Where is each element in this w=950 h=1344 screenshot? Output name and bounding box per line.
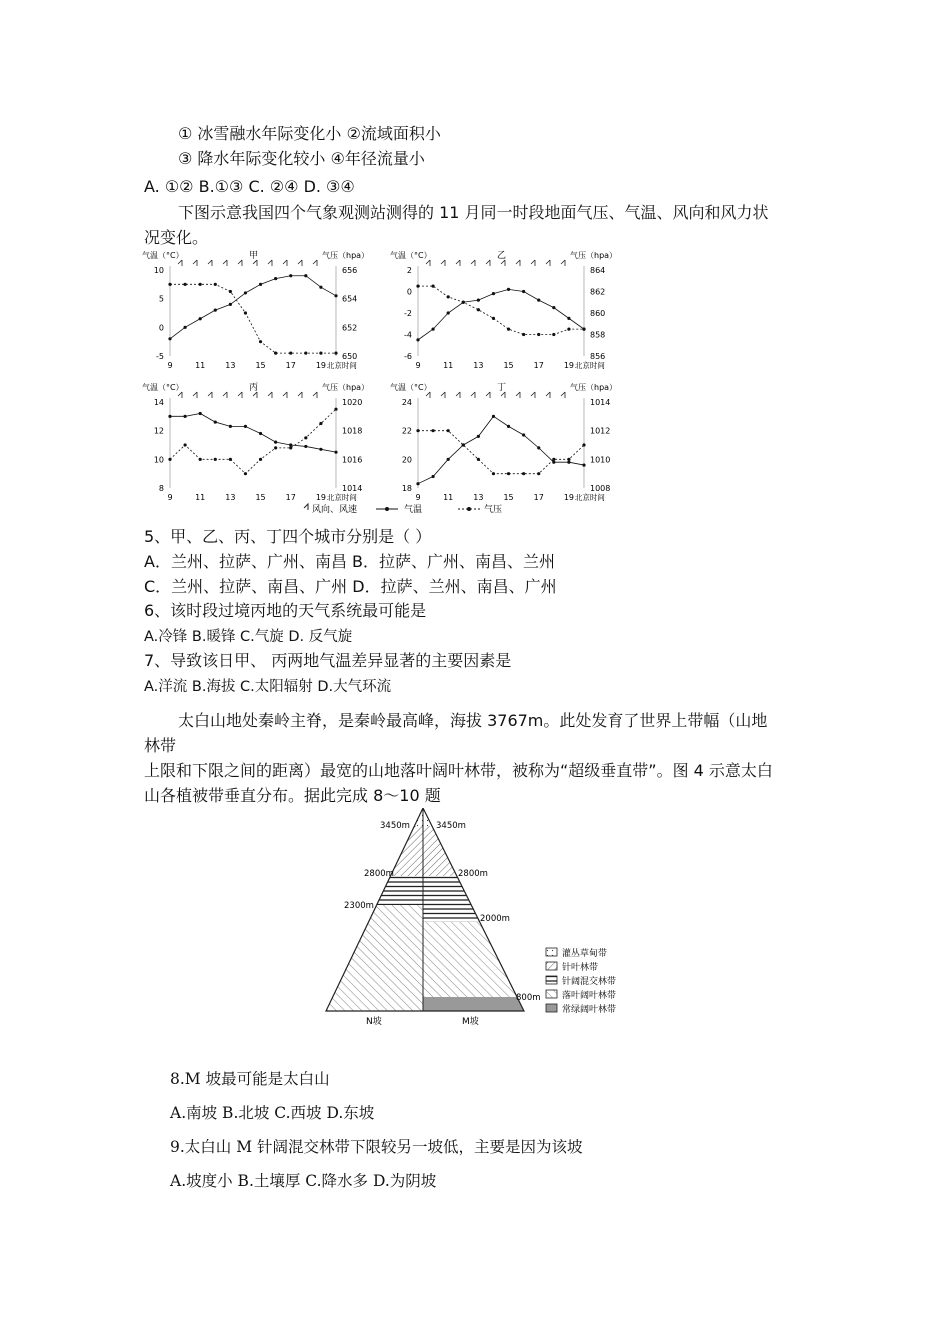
legend-deciduous: 落叶阔叶林带 (562, 991, 617, 1001)
pressure-point (537, 333, 540, 336)
right-tick-label: 1012 (590, 426, 611, 436)
wind-barb-icon (546, 260, 550, 266)
x-unit-label: 北京时间 (326, 493, 357, 502)
pressure-point (304, 352, 307, 355)
temperature-point (431, 328, 434, 331)
weather-chart-3 (142, 382, 369, 502)
q7-options: A.洋流 B.海拔 C.太阳辐射 D.大气环流 (144, 679, 392, 695)
x-tick-label: 19 (315, 361, 327, 370)
pressure-line (170, 284, 336, 353)
x-tick-label: 9 (415, 361, 421, 370)
q8-options: A.南坡 B.北坡 C.西坡 D.东坡 (170, 1104, 375, 1122)
legend-conifer: 针叶林带 (562, 963, 599, 973)
temperature-point (199, 317, 202, 320)
temperature-point (582, 463, 585, 466)
x-unit-label: 北京时间 (574, 361, 605, 370)
x-tick-label: 17 (533, 493, 544, 502)
x-tick-label: 11 (443, 493, 454, 502)
legend-pressure-dot (467, 507, 471, 511)
weather-chart-2 (390, 250, 617, 370)
legend-temp-label: 气温 (404, 505, 423, 515)
pressure-point (214, 458, 217, 461)
label-n-2300: 2300m (344, 901, 374, 911)
pressure-point (431, 429, 434, 432)
pressure-point (447, 295, 450, 298)
wind-barb-icon (313, 260, 317, 266)
label-n-slope: N坡 (366, 1017, 382, 1027)
x-tick-label: 13 (473, 361, 484, 370)
pressure-point (229, 290, 232, 293)
right-tick-label: 650 (342, 352, 358, 361)
wind-barb-icon (516, 260, 520, 266)
temperature-line (418, 289, 584, 340)
q6-options: A.冷锋 B.暖锋 C.气旋 D. 反气旋 (144, 629, 353, 645)
x-tick-label: 17 (533, 361, 544, 370)
pressure-point (477, 308, 480, 311)
wind-barb-icon (193, 260, 197, 266)
left-tick-label: -6 (404, 352, 412, 361)
x-tick-label: 11 (443, 361, 454, 370)
temperature-point (244, 291, 247, 294)
pressure-point (214, 283, 217, 286)
pressure-point (183, 283, 186, 286)
wind-barb-icon (531, 260, 535, 266)
answer-choices: A. ①② B.①③ C. ②④ D. ③④ (144, 177, 355, 196)
legend-evergreen: 常绿阔叶林带 (562, 1005, 617, 1015)
temperature-point (289, 443, 292, 446)
pressure-point (416, 285, 419, 288)
temperature-point (416, 482, 419, 485)
x-tick-label: 11 (195, 361, 206, 370)
wind-barb-icon (208, 260, 212, 266)
pressure-point (507, 472, 510, 475)
weather-chart-4 (390, 382, 617, 502)
left-tick-label: 8 (158, 484, 164, 493)
x-tick-label: 11 (195, 493, 206, 502)
temperature-point (447, 311, 450, 314)
wind-barb-icon (561, 392, 565, 398)
left-axis-label: 气温（°C） (390, 251, 432, 260)
wind-barb-icon (561, 260, 565, 266)
temperature-point (229, 303, 232, 306)
pressure-point (552, 333, 555, 336)
wind-barb-icon (208, 392, 212, 398)
wind-barb-icon (441, 392, 445, 398)
x-tick-label: 19 (563, 493, 575, 502)
x-tick-label: 19 (315, 493, 327, 502)
wind-barb-icon (471, 392, 475, 398)
temperature-line (170, 276, 336, 339)
pressure-point (492, 472, 495, 475)
temperature-point (492, 415, 495, 418)
right-tick-label: 1014 (590, 398, 611, 407)
x-tick-label: 13 (225, 493, 236, 502)
temperature-point (259, 283, 262, 286)
temperature-point (214, 309, 217, 312)
x-tick-label: 19 (563, 361, 575, 370)
right-tick-label: 1010 (590, 455, 611, 465)
temperature-point (477, 299, 480, 302)
wind-barb-icon (426, 392, 430, 398)
temperature-point (289, 274, 292, 277)
pressure-line (418, 431, 584, 474)
left-tick-label: 10 (153, 455, 164, 465)
left-tick-label: 10 (153, 266, 164, 275)
right-tick-label: 1014 (342, 484, 363, 493)
right-tick-label: 862 (590, 287, 606, 297)
right-tick-label: 856 (590, 352, 606, 361)
left-tick-label: 0 (406, 287, 412, 297)
mountain-vegetation-diagram (320, 808, 640, 1030)
legend-mixed: 针阔混交林带 (562, 977, 617, 987)
legend-swatch-shrub (546, 948, 557, 956)
temperature-point (507, 288, 510, 291)
chart-title: 丁 (497, 383, 507, 393)
x-tick-label: 9 (415, 493, 421, 502)
left-tick-label: -5 (156, 352, 164, 361)
right-tick-label: 1008 (590, 484, 611, 493)
right-axis-label: 气压（hpa） (570, 383, 618, 392)
wind-barb-icon (313, 392, 317, 398)
left-tick-label: 22 (401, 426, 412, 436)
wind-barb-icon (516, 392, 520, 398)
wind-barb-icon (441, 260, 445, 266)
temperature-point (259, 432, 262, 435)
pressure-point (199, 283, 202, 286)
left-tick-label: 5 (158, 294, 164, 304)
pressure-point (244, 311, 247, 314)
wind-barb-icon (471, 260, 475, 266)
temperature-point (168, 337, 171, 340)
chart-title: 甲 (249, 251, 259, 261)
pressure-point (416, 429, 419, 432)
pressure-point (289, 352, 292, 355)
x-tick-label: 17 (285, 493, 296, 502)
temperature-point (492, 292, 495, 295)
pressure-point (304, 436, 307, 439)
temperature-point (319, 448, 322, 451)
x-tick-label: 9 (167, 493, 173, 502)
pressure-point (522, 333, 525, 336)
temperature-point (522, 290, 525, 293)
pressure-point (229, 458, 232, 461)
x-tick-label: 15 (503, 361, 514, 370)
temperature-point (537, 446, 540, 449)
temperature-point (183, 415, 186, 418)
temperature-point (304, 274, 307, 277)
wind-barb-icon (238, 260, 242, 266)
wind-barb-icon (426, 260, 430, 266)
legend-swatch-evergreen (546, 1004, 557, 1012)
left-tick-label: 0 (158, 323, 164, 333)
wind-barb-icon (531, 392, 535, 398)
pressure-point (319, 352, 322, 355)
q8-stem: 8.M 坡最可能是太白山 (170, 1070, 330, 1088)
q6-stem: 6、该时段过境丙地的天气系统最可能是 (144, 601, 427, 620)
temperature-point (229, 425, 232, 428)
x-tick-label: 17 (285, 361, 296, 370)
pressure-point (492, 317, 495, 320)
option-line-2: ③ 降水年际变化较小 ④年径流量小 (178, 149, 425, 168)
left-tick-label: 2 (406, 266, 412, 275)
right-axis-label: 气压（hpa） (322, 383, 370, 392)
x-tick-label: 13 (473, 493, 484, 502)
passage-line-3: 上限和下限之间的距离）最宽的山地落叶阔叶林带，被称为“超级垂直带”。图 4 示意太白 (144, 761, 773, 780)
x-tick-label: 15 (255, 493, 266, 502)
right-axis-label: 气压（hpa） (322, 251, 370, 260)
pressure-point (199, 458, 202, 461)
right-axis-label: 气压（hpa） (570, 251, 618, 260)
left-tick-label: -4 (404, 330, 412, 340)
passage-line-2: 林带 (144, 736, 177, 755)
q5-options-ab: A．兰州、拉萨、广州、南昌 B．拉萨、广州、南昌、兰州 (144, 552, 556, 571)
m-mixed-forest-band (423, 876, 533, 922)
q7-stem: 7、导致该日甲、 丙两地气温差异显著的主要因素是 (144, 651, 512, 670)
pressure-point (183, 443, 186, 446)
option-line-1: ① 冰雪融水年际变化小 ②流域面积小 (178, 124, 441, 143)
temperature-point (507, 425, 510, 428)
wind-barb-icon (456, 260, 460, 266)
x-tick-label: 15 (503, 493, 514, 502)
temperature-point (168, 415, 171, 418)
pressure-point (334, 408, 337, 411)
q9-stem: 9.太白山 M 针阔混交林带下限较另一坡低，主要是因为该坡 (170, 1138, 583, 1156)
n-deciduous-band (320, 905, 423, 1011)
pressure-point (334, 352, 337, 355)
wind-barb-icon (283, 392, 287, 398)
temperature-point (319, 286, 322, 289)
wind-barb-icon (178, 392, 182, 398)
pressure-point (274, 352, 277, 355)
wind-barb-icon (223, 260, 227, 266)
legend-swatch-mixed (546, 976, 557, 984)
q5-stem: 5、甲、乙、丙、丁四个城市分别是（ ） (144, 527, 432, 546)
right-tick-label: 864 (590, 266, 606, 275)
wind-barb-icon (193, 392, 197, 398)
temperature-point (552, 461, 555, 464)
q5-options-cd: C．兰州、拉萨、南昌、广州 D．拉萨、兰州、南昌、广州 (144, 577, 557, 596)
right-tick-label: 1020 (342, 398, 363, 407)
left-tick-label: -2 (404, 309, 412, 318)
pressure-point (462, 301, 465, 304)
pressure-point (319, 422, 322, 425)
wind-barb-icon (223, 392, 227, 398)
q9-options: A.坡度小 B.土壤厚 C.降水多 D.为阴坡 (170, 1172, 437, 1190)
chart-title: 乙 (497, 251, 507, 261)
temperature-point (274, 277, 277, 280)
label-m-2000: 2000m (480, 914, 510, 924)
pressure-point (259, 458, 262, 461)
temperature-point (522, 433, 525, 436)
temperature-point (334, 294, 337, 297)
intro-line-1: 下图示意我国四个气象观测站测得的 11 月同一时段地面气压、气温、风向和风力状 (178, 203, 769, 222)
pressure-point (507, 328, 510, 331)
left-tick-label: 20 (401, 455, 412, 465)
right-tick-label: 860 (590, 309, 606, 318)
x-tick-label: 9 (167, 361, 173, 370)
left-axis-label: 气温（°C） (142, 251, 184, 260)
m-deciduous-band (423, 922, 533, 997)
legend-shrub: 灌丛草甸带 (562, 949, 608, 959)
pressure-point (244, 472, 247, 475)
pressure-point (522, 472, 525, 475)
legend-swatch-conifer (546, 962, 557, 970)
pressure-point (567, 328, 570, 331)
temperature-point (552, 306, 555, 309)
pressure-line (170, 409, 336, 474)
pressure-point (289, 446, 292, 449)
left-axis-label: 气温（°C） (390, 383, 432, 392)
label-m-3450: 3450m (436, 821, 466, 831)
left-tick-label: 24 (401, 398, 412, 407)
wind-barb-icon (486, 392, 490, 398)
wind-barb-icon (268, 260, 272, 266)
x-tick-label: 13 (225, 361, 236, 370)
label-m-800: 800m (516, 993, 541, 1003)
left-axis-label: 气温（°C） (142, 383, 184, 392)
pressure-point (462, 443, 465, 446)
pressure-point (582, 443, 585, 446)
right-tick-label: 1018 (342, 426, 363, 436)
pressure-point (537, 472, 540, 475)
wind-barb-icon (298, 260, 302, 266)
pressure-point (567, 458, 570, 461)
chart-title: 丙 (249, 383, 259, 393)
chart-legend (304, 503, 502, 515)
temperature-point (567, 317, 570, 320)
wind-barb-icon (268, 392, 272, 398)
wind-barb-icon (283, 260, 287, 266)
right-tick-label: 652 (342, 323, 358, 333)
temperature-point (199, 412, 202, 415)
wind-barb-icon (304, 504, 308, 510)
wind-barb-icon (298, 392, 302, 398)
temperature-point (183, 326, 186, 329)
temperature-point (416, 338, 419, 341)
pressure-point (168, 283, 171, 286)
pressure-point (274, 446, 277, 449)
right-tick-label: 1016 (342, 455, 363, 465)
wind-barb-icon (178, 260, 182, 266)
wind-barb-icon (486, 260, 490, 266)
label-m-2800: 2800m (458, 869, 488, 879)
legend-wind-label: 风向、风速 (312, 505, 358, 515)
weather-charts-figure (140, 246, 640, 520)
temperature-point (244, 425, 247, 428)
pressure-point (552, 458, 555, 461)
pressure-line (418, 286, 584, 334)
intro-line-2: 况变化。 (144, 228, 209, 247)
wind-barb-icon (238, 392, 242, 398)
passage-line-4: 山各植被带垂直分布。据此完成 8～10 题 (144, 786, 441, 805)
right-tick-label: 656 (342, 266, 358, 275)
pressure-point (447, 429, 450, 432)
temperature-point (304, 445, 307, 448)
weather-chart-1 (142, 250, 369, 370)
pressure-point (582, 328, 585, 331)
legend-pressure-label: 气压 (484, 505, 503, 515)
legend-swatch-deciduous (546, 990, 557, 998)
passage-line-1: 太白山地处秦岭主脊，是秦岭最高峰，海拔 3767m。此处发育了世界上带幅（山地 (178, 711, 768, 730)
temperature-point (214, 420, 217, 423)
x-tick-label: 15 (255, 361, 266, 370)
wind-barb-icon (546, 392, 550, 398)
right-tick-label: 654 (342, 294, 358, 304)
label-m-slope: M坡 (462, 1017, 479, 1027)
temperature-point (274, 441, 277, 444)
x-unit-label: 北京时间 (574, 493, 605, 502)
right-tick-label: 858 (590, 330, 606, 340)
pressure-point (477, 458, 480, 461)
left-tick-label: 18 (401, 484, 412, 493)
temperature-point (334, 451, 337, 454)
vegetation-legend (546, 947, 616, 1015)
legend-temp-dot (385, 507, 389, 511)
wind-barb-icon (456, 392, 460, 398)
temperature-point (431, 475, 434, 478)
pressure-point (168, 458, 171, 461)
temperature-point (447, 458, 450, 461)
left-tick-label: 12 (153, 426, 164, 436)
x-unit-label: 北京时间 (326, 361, 357, 370)
label-n-3450: 3450m (380, 821, 410, 831)
temperature-point (537, 299, 540, 302)
temperature-point (567, 461, 570, 464)
temperature-point (477, 435, 480, 438)
left-tick-label: 14 (153, 398, 164, 407)
pressure-point (259, 340, 262, 343)
label-n-2800: 2800m (364, 869, 394, 879)
pressure-point (431, 285, 434, 288)
